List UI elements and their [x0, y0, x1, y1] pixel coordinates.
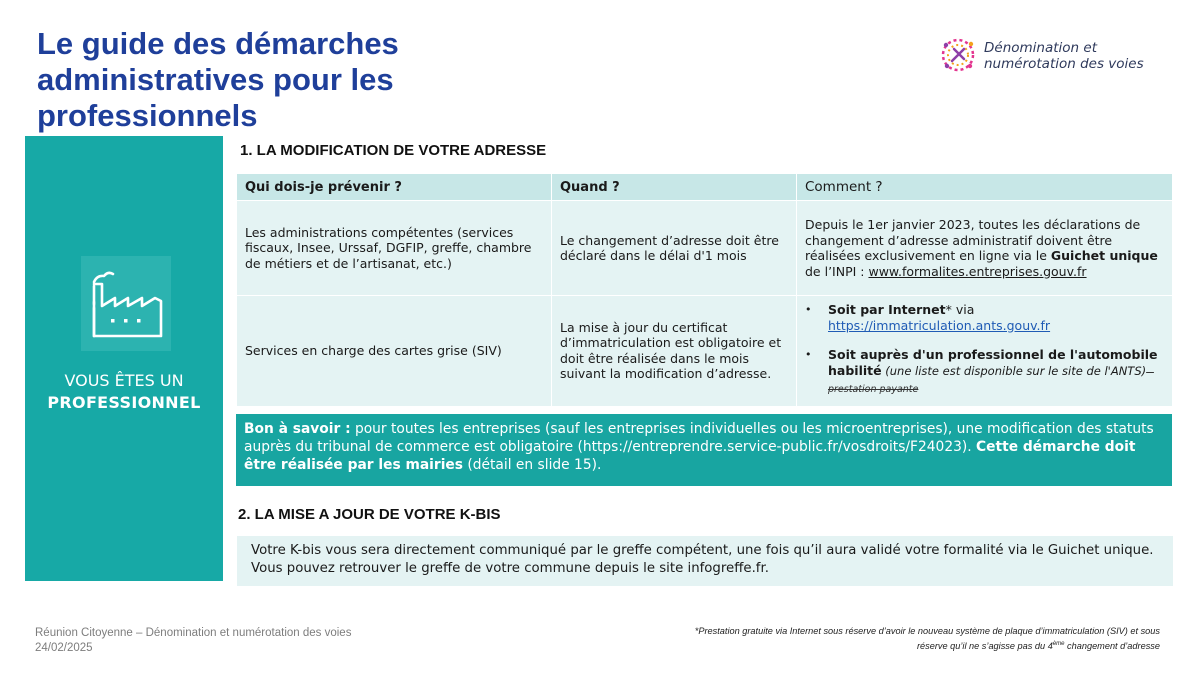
audience-label-line1: VOUS ÊTES UN — [64, 371, 184, 390]
good-to-know-bold: Cette démarche doit être réalisée par les mairies — [244, 439, 1136, 473]
footnote-text-end: changement d’adresse — [1064, 641, 1160, 652]
footnote-text: Prestation gratuite via Internet sous réserve d’avoir le nouveau système de plaque d’immatriculation (SIV) et sous réserve qu’il ne s’agisse pas du 4 — [698, 626, 1160, 652]
footnote-sup: ème — [1052, 641, 1065, 647]
page-title: Le guide des démarches administratives pour les professionnels — [37, 26, 399, 133]
bullet2-note: (une liste est disponible sur le site de l'ANTS) — [881, 363, 1147, 378]
kbis-info-box: Votre K-bis vous sera directement communiqué par le greffe compétent, une fois qu’il aura validé votre formalité via le Guichet unique. Vous pouvez retrouver le greffe de votre commune depuis le site infogreffe.fr. — [237, 536, 1173, 586]
audience-side-panel — [25, 136, 223, 581]
ants-link[interactable]: https://immatriculation.ants.gouv.fr — [828, 317, 1051, 333]
footnote-star: * — [694, 626, 699, 636]
logo-text — [984, 40, 1144, 72]
logo — [938, 35, 1178, 77]
logo-text-line1: Dénomination et — [984, 40, 1097, 56]
bullet2-bold: Soit auprès d'un professionnel de l'automobile habilité — [828, 347, 1158, 378]
good-to-know-tail: (détail en slide 15). — [463, 457, 602, 473]
footer-date: 24/02/2025 — [35, 642, 93, 654]
bullet2-strike: – prestation payante — [828, 366, 1154, 395]
formalites-link[interactable]: www.formalites.entreprises.gouv.fr — [868, 263, 1087, 279]
how-text: Depuis le 1er janvier 2023, toutes les déclarations de changement d’adresse administratif doivent être réalisées exclusivement en ligne via le — [805, 217, 1141, 263]
cell-who: Les administrations compétentes (services fiscaux, Insee, Urssaf, DGFIP, greffe, chambre de métiers et de l’artisanat, etc.) — [237, 201, 552, 296]
list-item — [805, 302, 1164, 333]
cell-when: Le changement d’adresse doit être déclaré dans le délai d'1 mois — [552, 201, 797, 296]
how-bullet-list — [805, 302, 1164, 398]
factory-icon — [81, 256, 171, 351]
good-to-know-text: pour toutes les entreprises (sauf les entreprises individuelles ou les microentreprises), une modification des statuts auprès du tribunal de commerce est obligatoire (https://entreprendre.service-public.fr/vosdroits/F24023). — [244, 421, 1154, 455]
header-how: Comment ? — [797, 174, 1173, 201]
bullet-dot: • — [805, 303, 812, 316]
table-row — [237, 201, 1173, 296]
list-item — [805, 347, 1164, 398]
header-when: Quand ? — [552, 174, 797, 201]
header-who: Qui dois-je prévenir ? — [237, 174, 552, 201]
footer-event-name: Réunion Citoyenne – Dénomination et numérotation des voies — [35, 627, 352, 639]
section2-heading: 2. LA MISE A JOUR DE VOTRE K-BIS — [238, 506, 501, 523]
cell-how — [797, 296, 1173, 407]
cell-who: Services en charge des cartes grise (SIV) — [237, 296, 552, 407]
guichet-unique-label: Guichet unique — [1050, 248, 1158, 263]
bullet1-bold: Soit par Internet — [828, 302, 946, 317]
audience-label-line2: PROFESSIONNEL — [47, 393, 201, 412]
good-to-know-box — [236, 414, 1172, 486]
table-row — [237, 296, 1173, 407]
how-text-mid: de l’INPI : — [805, 263, 869, 279]
footer-footnote — [690, 625, 1160, 653]
address-change-table — [236, 173, 1173, 407]
logo-text-line2: numérotation des voies — [984, 56, 1144, 72]
cell-when: La mise à jour du certificat d’immatriculation est obligatoire et doit être réalisée dans le mois suivant la modification d’adresse. — [552, 296, 797, 407]
bullet1-rest: via — [951, 302, 975, 317]
bullet1-star: * — [945, 302, 952, 317]
good-to-know-label: Bon à savoir : — [244, 421, 351, 437]
star-burst-logo-icon — [938, 35, 978, 75]
section1-heading: 1. LA MODIFICATION DE VOTRE ADRESSE — [240, 142, 547, 159]
cell-how — [797, 201, 1173, 296]
footer-left — [35, 626, 351, 656]
table-header-row — [237, 174, 1173, 201]
bullet-dot: • — [805, 348, 812, 361]
